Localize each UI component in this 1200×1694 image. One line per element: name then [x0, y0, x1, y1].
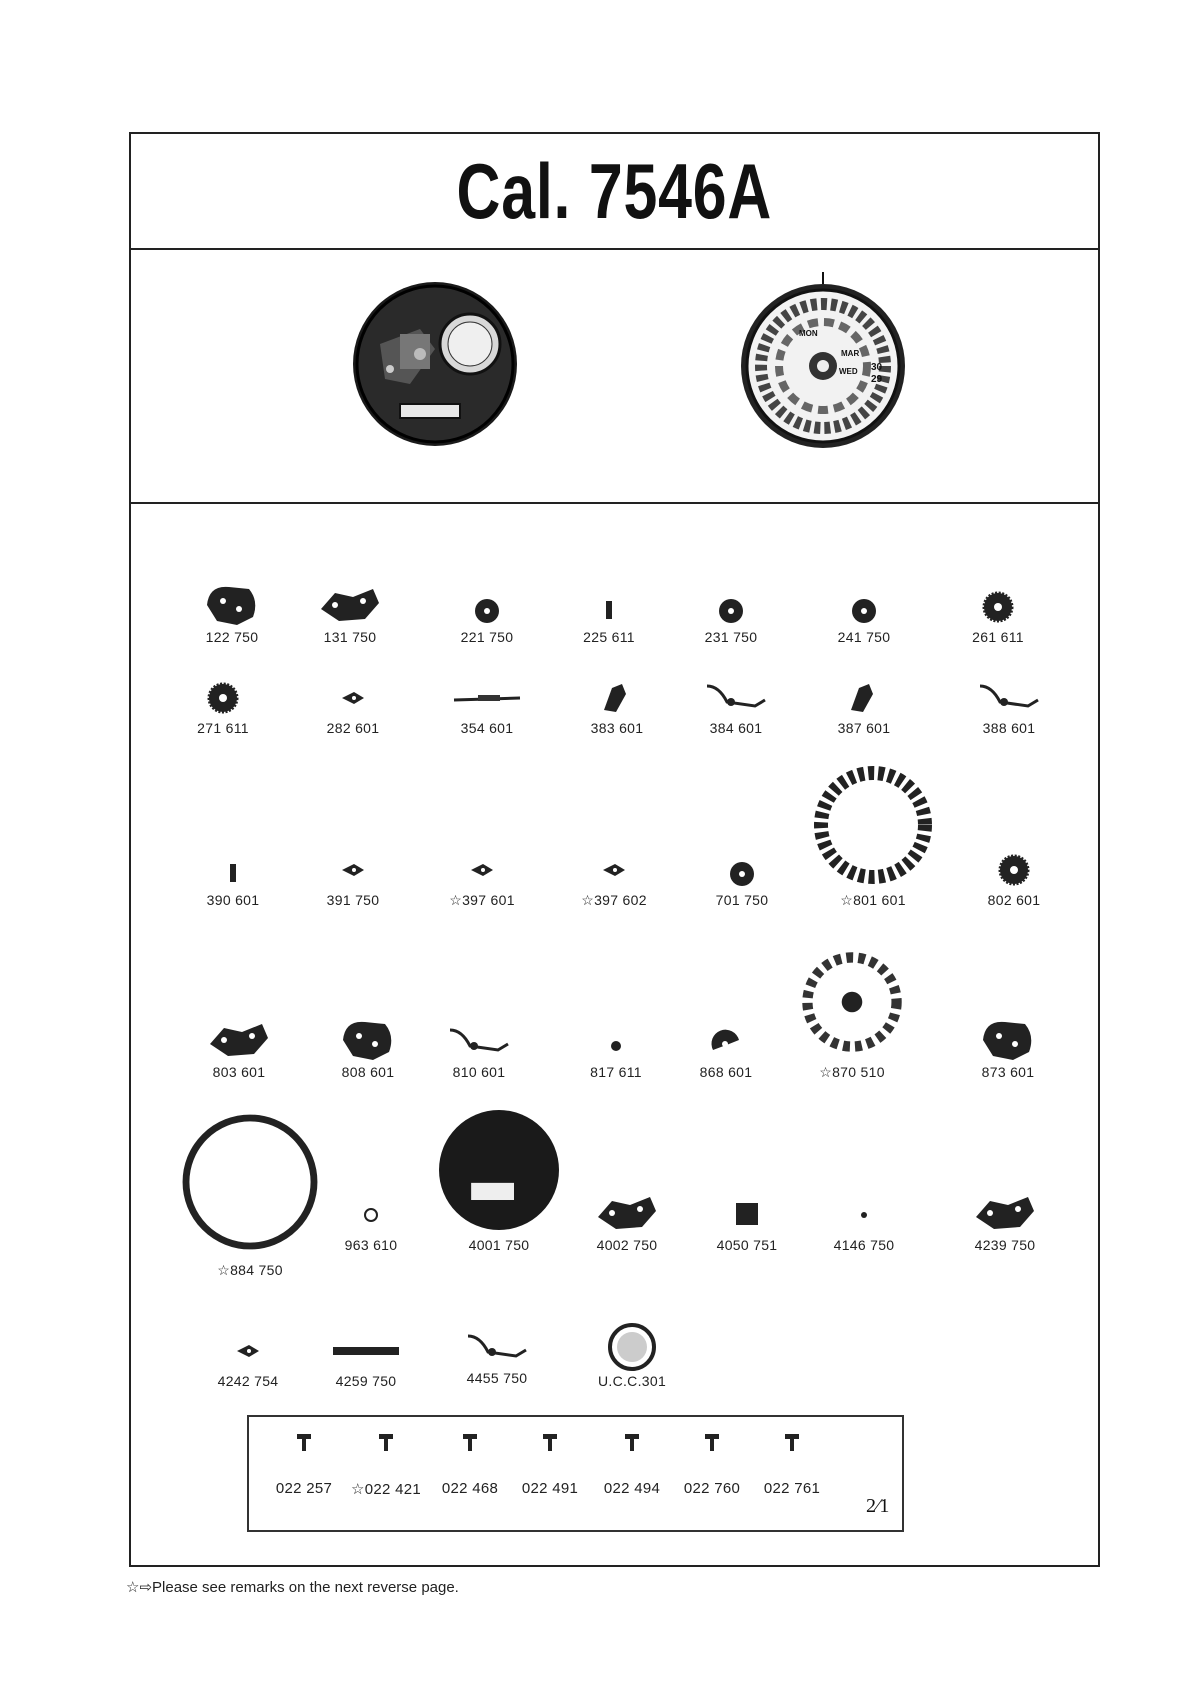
part-number: 4002 750	[596, 1237, 658, 1253]
screw-number: 022 760	[683, 1480, 741, 1497]
cam-icon	[691, 1010, 761, 1070]
screw-icon	[540, 1432, 560, 1456]
title-box	[131, 134, 1098, 250]
small-gear-icon	[581, 1010, 651, 1070]
part-number: 4239 750	[974, 1237, 1036, 1253]
part-number: 4455 750	[466, 1370, 528, 1386]
movement-back-photo	[340, 274, 530, 454]
day-dial-icon	[792, 947, 912, 1057]
bar-icon	[331, 1319, 401, 1379]
screw-icon	[376, 1432, 396, 1456]
screw-number: ☆022 421	[350, 1481, 422, 1498]
part-number: 808 601	[341, 1064, 395, 1080]
screw-number: 022 494	[603, 1480, 661, 1497]
page-title: Cal. 7546A	[456, 146, 773, 235]
plate-icon	[333, 1010, 403, 1070]
date-dial-photo	[733, 270, 913, 456]
date-dial-icon	[803, 755, 943, 895]
spring-icon	[462, 1316, 532, 1376]
screw-number: 022 257	[275, 1480, 333, 1497]
part-number: 868 601	[699, 1064, 753, 1080]
small-part-icon	[318, 666, 388, 726]
part-number: 383 601	[590, 720, 644, 736]
footer-note: ☆⇨Please see remarks on the next reverse page.	[126, 1579, 459, 1596]
part-number: 231 750	[704, 629, 758, 645]
part-number: ☆397 601	[449, 892, 515, 908]
part-number: 131 750	[323, 629, 377, 645]
screw-box	[247, 1415, 904, 1532]
stem-icon	[452, 666, 522, 726]
plate-icon	[197, 575, 267, 635]
spring-icon	[974, 666, 1044, 726]
part-number: 701 750	[715, 892, 769, 908]
part-number: 261 611	[972, 629, 1024, 645]
wheel-pinion-icon	[707, 838, 777, 898]
screw-icon	[702, 1432, 722, 1456]
movement-photos	[131, 248, 1098, 504]
spring-icon	[701, 666, 771, 726]
pin-icon	[198, 838, 268, 898]
bridge-icon	[204, 1010, 274, 1070]
small-part-icon	[318, 838, 388, 898]
svg-text:30: 30	[871, 362, 883, 373]
block-icon	[712, 1183, 782, 1243]
part-number: 384 601	[709, 720, 763, 736]
svg-text:WED: WED	[839, 367, 858, 376]
part-number: 4050 751	[716, 1237, 778, 1253]
part-number: ☆801 601	[840, 892, 906, 908]
part-number: 354 601	[460, 720, 514, 736]
gear-icon	[188, 666, 258, 726]
part-number: ☆397 602	[581, 892, 647, 908]
part-number: 803 601	[212, 1064, 266, 1080]
battery-icon	[597, 1319, 667, 1379]
screw-number: 022 761	[763, 1480, 821, 1497]
part-number: 873 601	[981, 1064, 1035, 1080]
part-number: 241 750	[837, 629, 891, 645]
screw-number: 022 468	[441, 1480, 499, 1497]
small-part-icon	[213, 1319, 283, 1379]
screw-number: 022 491	[521, 1480, 579, 1497]
bridge-icon	[970, 1183, 1040, 1243]
part-number: 122 750	[205, 629, 259, 645]
bridge-icon	[592, 1183, 662, 1243]
part-number: 817 611	[590, 1064, 642, 1080]
part-number: ☆870 510	[819, 1064, 885, 1080]
part-number: 963 610	[344, 1237, 398, 1253]
screw-icon	[782, 1432, 802, 1456]
svg-text:MAR: MAR	[841, 349, 860, 358]
part-number: 4259 750	[335, 1373, 397, 1389]
plate-icon	[973, 1010, 1043, 1070]
dot-icon	[829, 1183, 899, 1243]
wheel-pinion-icon	[452, 575, 522, 635]
bridge-icon	[315, 575, 385, 635]
lever-icon	[582, 666, 652, 726]
part-number: 391 750	[326, 892, 380, 908]
svg-text:29: 29	[871, 374, 883, 385]
part-number: 225 611	[583, 629, 635, 645]
svg-text:MON: MON	[799, 329, 818, 338]
page-number: 2⁄1	[866, 1495, 890, 1517]
part-number: 4242 754	[217, 1373, 279, 1389]
spring-icon	[444, 1010, 514, 1070]
part-number: ☆884 750	[217, 1262, 283, 1278]
main-plate-icon	[424, 1095, 574, 1245]
wheel-pinion-icon	[696, 575, 766, 635]
gear-icon	[963, 575, 1033, 635]
gear-icon	[979, 838, 1049, 898]
screw-icon	[622, 1432, 642, 1456]
small-part-icon	[447, 838, 517, 898]
small-part-icon	[579, 838, 649, 898]
part-number: 4001 750	[468, 1237, 530, 1253]
pin-icon	[574, 575, 644, 635]
ring-icon	[336, 1183, 406, 1243]
part-number: 387 601	[837, 720, 891, 736]
part-number: 221 750	[460, 629, 514, 645]
part-number: 810 601	[452, 1064, 506, 1080]
part-number: 282 601	[326, 720, 380, 736]
screw-icon	[460, 1432, 480, 1456]
wheel-pinion-icon	[829, 575, 899, 635]
part-number: 388 601	[982, 720, 1036, 736]
screw-icon	[294, 1432, 314, 1456]
part-number: 4146 750	[833, 1237, 895, 1253]
part-number: 271 611	[197, 720, 249, 736]
case-ring-icon	[170, 1102, 330, 1262]
part-number: 802 601	[987, 892, 1041, 908]
part-number: U.C.C.301	[597, 1373, 667, 1389]
lever-icon	[829, 666, 899, 726]
part-number: 390 601	[206, 892, 260, 908]
